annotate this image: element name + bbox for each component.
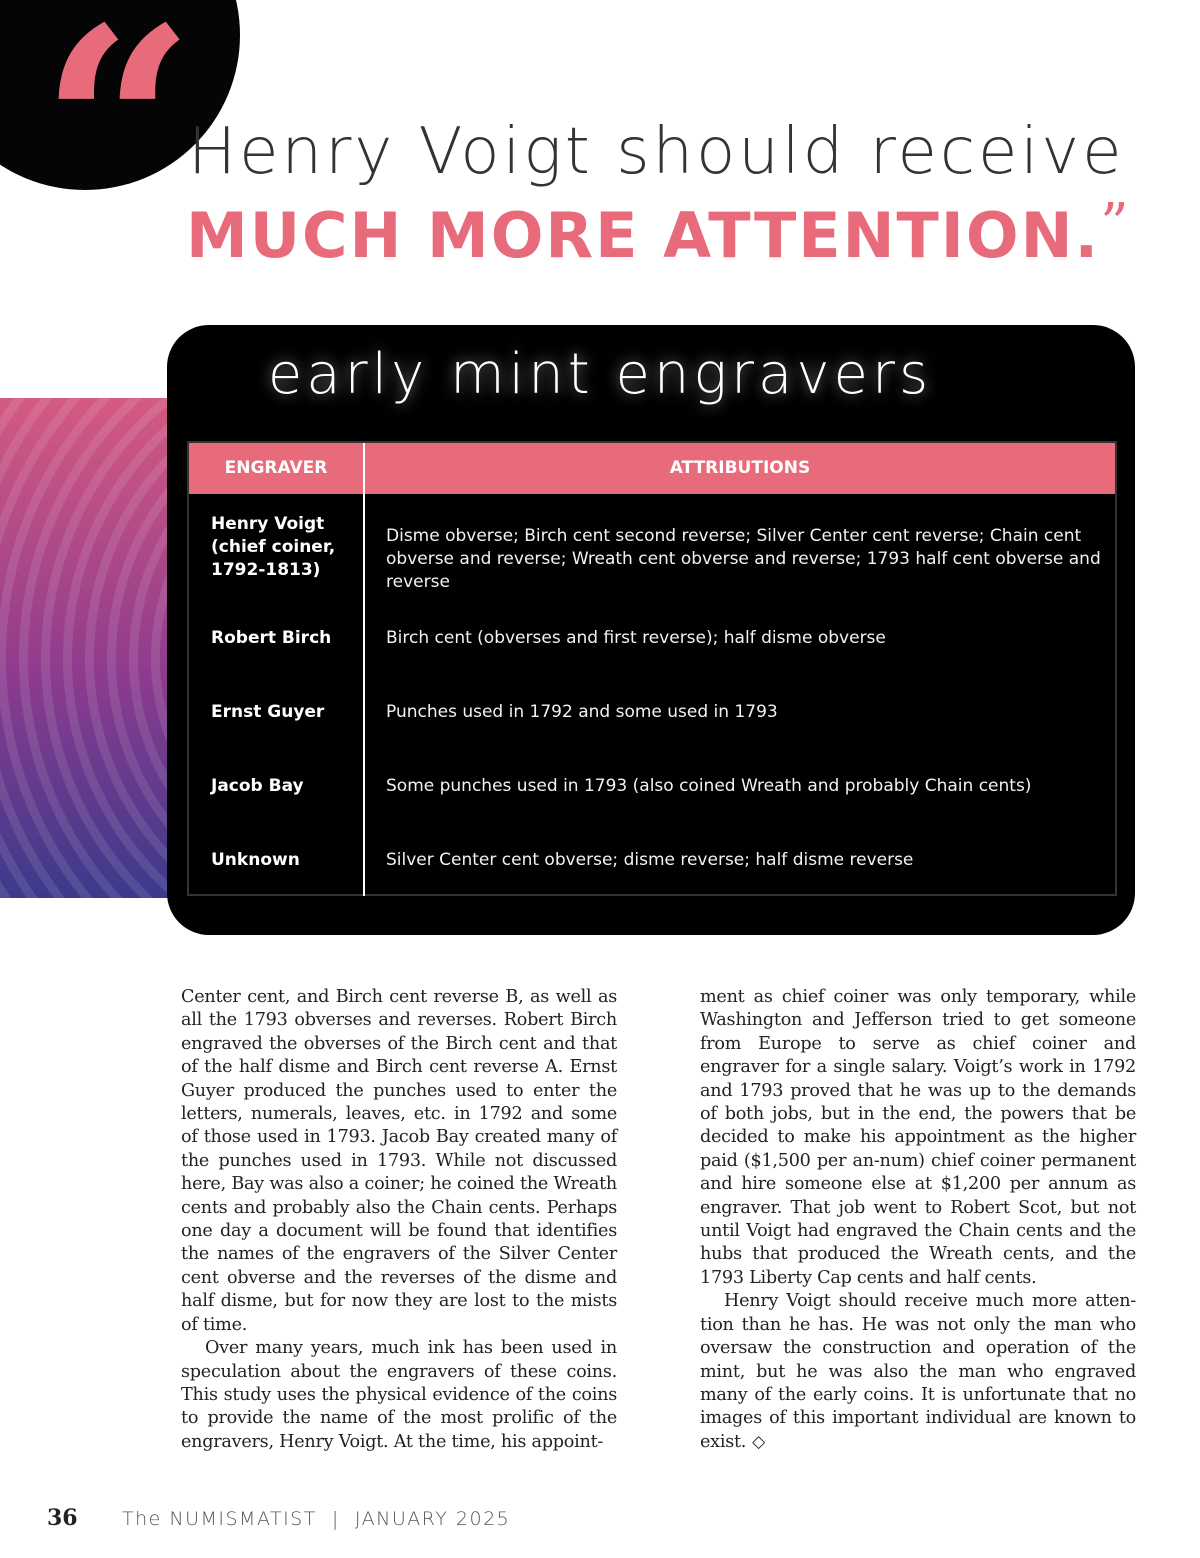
attributions-cell: Silver Center cent obverse; disme reverse; half disme reverse — [386, 850, 914, 870]
engraver-name-line: Jacob Bay — [211, 776, 304, 796]
pull-quote-line-2 — [186, 192, 1131, 272]
engravers-table — [187, 441, 1117, 896]
column-divider — [363, 443, 365, 896]
publication-footer: The NUMISMATIST | JANUARY 2025 — [122, 1508, 511, 1530]
header-attributions: ATTRIBUTIONS — [669, 458, 811, 478]
table-title: early mint engravers — [267, 342, 933, 407]
attributions-cell: Some punches used in 1793 (also coined Wreath and probably Chain cents) — [386, 776, 1032, 796]
body-paragraph-text: Henry Voigt should receive much more atten-tion than he has. He was not only the man who oversaw the construction and operation of the mint, but he was also the man who engraved many of the early coins. It is unfortunate that no images of this important individual are known to exist. — [700, 1291, 1136, 1452]
engraver-name-line: 1792-1813) — [211, 560, 321, 580]
attributions-cell: Punches used in 1792 and some used in 1793 — [386, 702, 778, 722]
engraver-cell — [211, 849, 351, 872]
page-number: 36 — [47, 1505, 78, 1531]
engraver-cell — [211, 775, 351, 798]
engraver-name-line: Robert Birch — [211, 628, 332, 648]
header-engraver: ENGRAVER — [224, 458, 328, 478]
attributions-cell: Birch cent (obverses and first reverse); half disme obverse — [386, 628, 886, 648]
body-paragraph-final — [700, 1290, 1136, 1454]
close-quote-mark: ” — [1100, 192, 1131, 257]
body-paragraph: Center cent, and Birch cent reverse B, as well as all the 1793 obverses and reverses. Robert Birch engraved the obverses of the Birch cent and that of the half disme and Birch cent reverse A. Ernst Guyer produced the punches used to enter the letters, numerals, leaves, etc. in 1792 and some of those used in 1793. Jacob Bay created many of the punches used in 1793. While not discussed here, Bay was also a coiner; he coined the Wreath cents and probably also the Chain cents. Perhaps one day a document will be found that identifies the names of the engravers of the Silver Center cent obverse and the reverses of the disme and half disme, but for now they are lost to the mists of time. — [181, 987, 617, 1335]
body-column-left — [181, 986, 617, 1454]
engraver-name-line: Ernst Guyer — [211, 702, 325, 722]
open-quote-icon: “ — [40, 0, 196, 286]
engraver-cell — [211, 701, 351, 724]
engraver-cell — [211, 513, 351, 582]
engraver-name-line: Henry Voigt — [211, 514, 325, 534]
engraver-name-line: Unknown — [211, 850, 300, 870]
body-paragraph: ment as chief coiner was only temporary, while Washington and Jefferson tried to get someone from Europe to serve as chief coiner and engraver for a single salary. Voigt’s work in 1792 and 1793 proved that he was up to the demands of both jobs, but in the end, the powers that be decided to make his appointment as the higher paid ($1,500 per an-num) chief coiner permanent and hire someone else at $1,200 per annum as engraver. That job went to Robert Scot, but not until Voigt had engraved the Chain cents and the hubs that produced the Wreath cents, and the 1793 Liberty Cap cents and half cents. — [700, 987, 1136, 1288]
pull-quote-line-1: Henry Voigt should receive — [188, 115, 1125, 189]
engraver-name-line: (chief coiner, — [211, 537, 336, 557]
body-column-right — [700, 986, 1136, 1454]
pull-quote-emphasis: MUCH MORE ATTENTION. — [186, 199, 1101, 272]
body-paragraph: Over many years, much ink has been used in speculation about the engravers of these coins. This study uses the physical evidence of the coins to provide the name of the most prolific of the engravers, Henry Voigt. At the time, his appoint- — [181, 1338, 617, 1452]
table-header-row — [189, 443, 1115, 494]
end-of-article-diamond-icon: ◇ — [752, 1431, 765, 1452]
engraver-cell — [211, 627, 351, 650]
attributions-cell: Disme obverse; Birch cent second reverse; Silver Center cent reverse; Chain cent obverse and reverse; Wreath cent obverse and reverse; 1793 half cent obverse and reverse — [386, 526, 1101, 592]
